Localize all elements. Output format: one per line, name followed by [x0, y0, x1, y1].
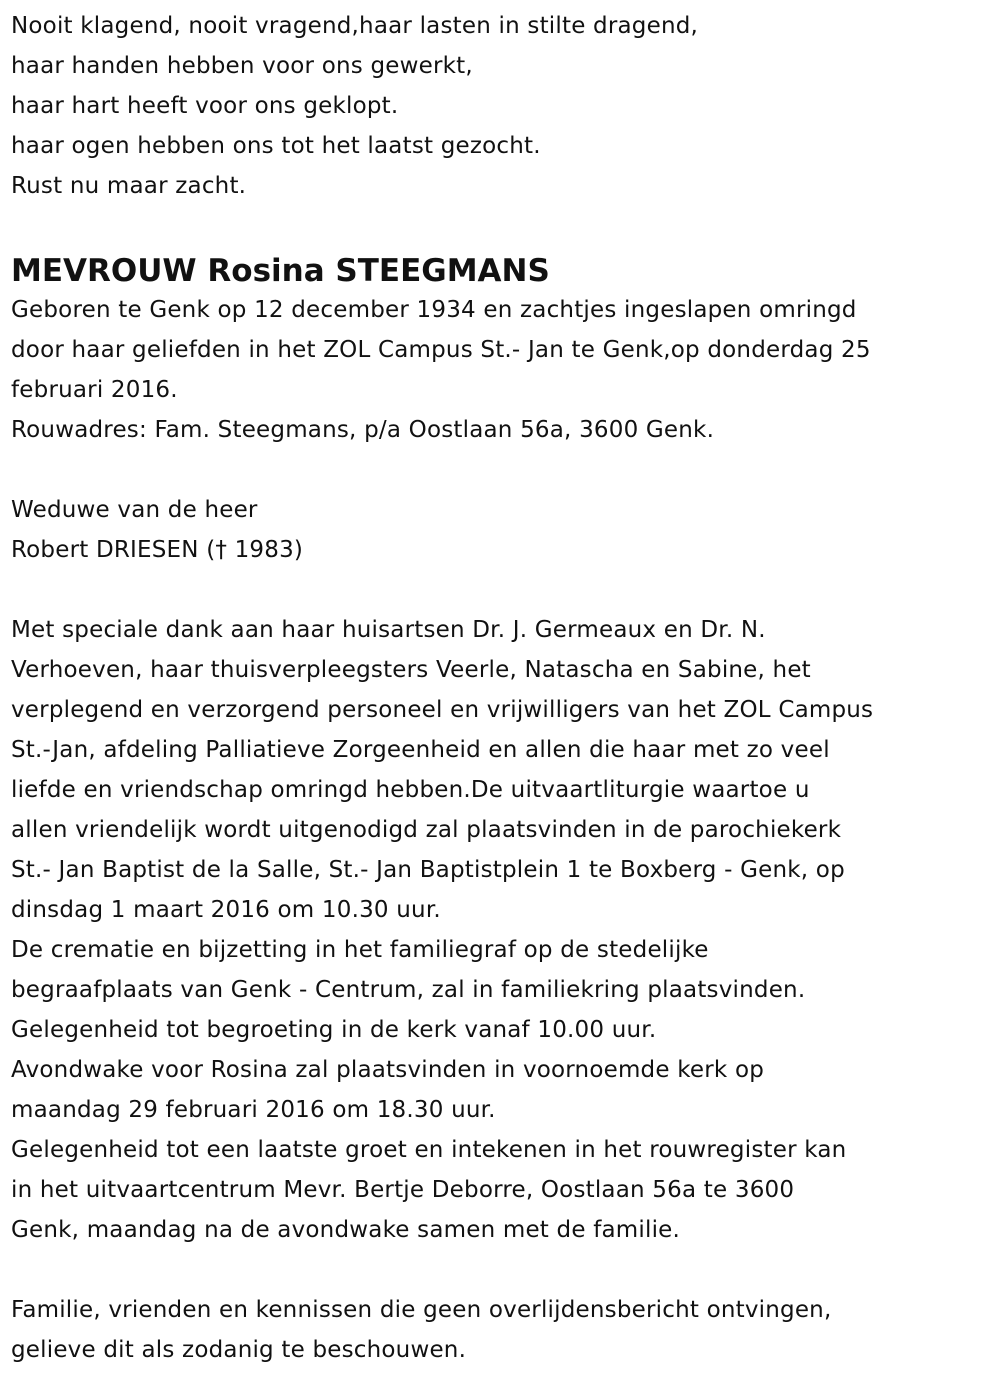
text-line: St.- Jan Baptist de la Salle, St.- Jan Baptistplein 1 te Boxberg - Genk, op: [11, 857, 845, 883]
mourning-address: Rouwadres: Fam. Steegmans, p/a Oostlaan 56a, 3600 Genk.: [11, 417, 715, 443]
spacer: [11, 206, 873, 246]
text-line: Avondwake voor Rosina zal plaatsvinden in voornoemde kerk op: [11, 1057, 765, 1083]
text-line: allen vriendelijk wordt uitgenodigd zal plaatsvinden in de parochiekerk: [11, 817, 842, 843]
poem-line: haar handen hebben voor ons gewerkt,: [11, 53, 473, 79]
text-line: dinsdag 1 maart 2016 om 10.30 uur.: [11, 897, 441, 923]
text-line: maandag 29 februari 2016 om 18.30 uur.: [11, 1097, 496, 1123]
widow-info: [11, 490, 873, 570]
birth-info: [11, 290, 873, 450]
text-line: Robert DRIESEN († 1983): [11, 537, 304, 563]
poem-line: Nooit klagend, nooit vragend,haar lasten in stilte dragend,: [11, 13, 699, 39]
text-line: gelieve dit als zodanig te beschouwen.: [11, 1337, 467, 1363]
text-line: in het uitvaartcentrum Mevr. Bertje Deborre, Oostlaan 56a te 3600: [11, 1177, 795, 1203]
text-line: verplegend en verzorgend personeel en vrijwilligers van het ZOL Campus: [11, 697, 874, 723]
closing-note: [11, 1290, 873, 1370]
text-line: Familie, vrienden en kennissen die geen overlijdensbericht ontvingen,: [11, 1297, 832, 1323]
text-line: Gelegenheid tot begroeting in de kerk vanaf 10.00 uur.: [11, 1017, 657, 1043]
deceased-name-title: MEVROUW Rosina STEEGMANS: [11, 253, 550, 289]
poem-line: haar ogen hebben ons tot het laatst gezocht.: [11, 133, 541, 159]
spacer: [11, 1250, 873, 1290]
text-line: Geboren te Genk op 12 december 1934 en zachtjes ingeslapen omringd: [11, 297, 857, 323]
text-line: Weduwe van de heer: [11, 497, 258, 523]
text-line: Verhoeven, haar thuisverpleegsters Veerle, Natascha en Sabine, het: [11, 657, 811, 683]
poem-line: Rust nu maar zacht.: [11, 173, 247, 199]
poem: [11, 6, 873, 206]
obituary-document: [11, 6, 873, 1370]
text-line: Genk, maandag na de avondwake samen met de familie.: [11, 1217, 681, 1243]
text-line: St.-Jan, afdeling Palliatieve Zorgeenheid en allen die haar met zo veel: [11, 737, 830, 763]
text-line: De crematie en bijzetting in het familiegraf op de stedelijke: [11, 937, 709, 963]
text-line: Met speciale dank aan haar huisartsen Dr. J. Germeaux en Dr. N.: [11, 617, 766, 643]
text-line: door haar geliefden in het ZOL Campus St.- Jan te Genk,op donderdag 25: [11, 337, 871, 363]
spacer: [11, 450, 873, 490]
text-line: liefde en vriendschap omringd hebben.De uitvaartliturgie waartoe u: [11, 777, 810, 803]
spacer: [11, 570, 873, 610]
text-line: februari 2016.: [11, 377, 178, 403]
funeral-details: [11, 610, 873, 1250]
poem-line: haar hart heeft voor ons geklopt.: [11, 93, 399, 119]
text-line: Gelegenheid tot een laatste groet en intekenen in het rouwregister kan: [11, 1137, 847, 1163]
text-line: begraafplaats van Genk - Centrum, zal in familiekring plaatsvinden.: [11, 977, 806, 1003]
